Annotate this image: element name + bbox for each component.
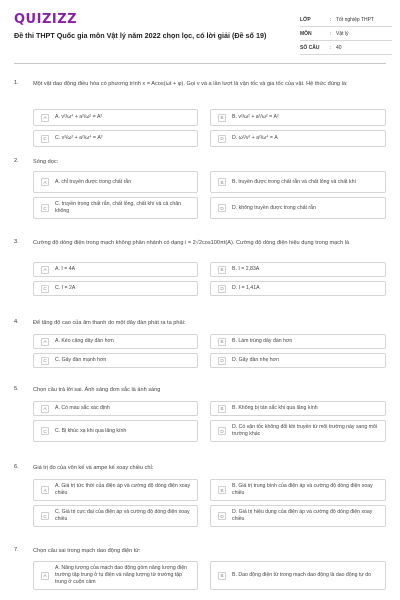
option-text: B. Làm trùng dây đàn hơn bbox=[232, 338, 293, 344]
option-a[interactable] bbox=[33, 401, 198, 416]
option-text: B. Không bị tán sắc khi qua lăng kính bbox=[232, 405, 318, 411]
option-text: C. Bị khúc xạ khi qua lăng kính bbox=[55, 427, 127, 434]
option-c[interactable] bbox=[33, 197, 198, 219]
option-c[interactable] bbox=[33, 281, 198, 296]
question-item bbox=[0, 464, 400, 538]
question-number: 5. bbox=[14, 386, 19, 392]
option-text: D. Gảy đàn nhẹ hơn bbox=[232, 357, 279, 363]
meta-table bbox=[300, 13, 392, 55]
option-a[interactable] bbox=[33, 171, 198, 193]
question-number: 2. bbox=[14, 158, 19, 164]
option-text: D. không truyền được trong chất rắn bbox=[232, 204, 316, 211]
meta-colon: : bbox=[330, 16, 332, 23]
question-text: Sóng dọc: bbox=[33, 159, 59, 165]
question-number: 3. bbox=[14, 239, 19, 245]
option-letter: A bbox=[41, 572, 49, 580]
option-text: A. Giá trị tức thời của điện áp và cường độ dòng điện xoay chiều bbox=[55, 483, 191, 496]
meta-label: SỐ CÂU bbox=[300, 44, 320, 51]
option-a[interactable] bbox=[33, 334, 198, 349]
option-letter: B bbox=[218, 572, 226, 580]
option-c[interactable] bbox=[33, 420, 198, 442]
option-d[interactable] bbox=[210, 130, 386, 147]
option-letter: A bbox=[41, 114, 49, 122]
option-text: A. Kéo căng dây đàn hơn bbox=[55, 338, 114, 344]
option-d[interactable] bbox=[210, 281, 386, 296]
option-c[interactable] bbox=[33, 130, 198, 147]
question-text: Chọn câu trả lời sai. Ánh sáng đơn sắc là ánh sáng bbox=[33, 387, 161, 393]
question-item bbox=[0, 547, 400, 600]
option-b[interactable] bbox=[210, 561, 386, 590]
option-letter: D bbox=[218, 357, 226, 365]
option-text: A. I = 4A bbox=[55, 266, 76, 272]
option-text: C. v²/ω² + a²/ω⁴ = A² bbox=[55, 135, 103, 141]
question-number: 7. bbox=[14, 547, 19, 553]
option-letter: D bbox=[218, 204, 226, 212]
meta-value: 40 bbox=[336, 44, 342, 51]
option-c[interactable] bbox=[33, 353, 198, 368]
question-item bbox=[0, 80, 400, 140]
option-letter: B bbox=[218, 486, 226, 494]
option-d[interactable] bbox=[210, 353, 386, 368]
option-letter: C bbox=[41, 285, 49, 293]
option-b[interactable] bbox=[210, 479, 386, 501]
meta-row-class bbox=[300, 13, 392, 27]
option-text: D. Giá trị hiệu dụng của điện áp và cường độ dòng điện xoay chiều bbox=[232, 509, 373, 522]
option-letter: B bbox=[218, 114, 226, 122]
meta-label: LỚP bbox=[300, 16, 311, 23]
option-letter: D bbox=[218, 427, 226, 435]
option-text: C. Gảy đàn mạnh hơn bbox=[55, 357, 107, 363]
option-letter: C bbox=[41, 135, 49, 143]
question-text: Giá trị đo của vôn kế và ampe kế xoay chiều chỉ: bbox=[33, 465, 154, 471]
option-text: D. I = 1,41A bbox=[232, 285, 260, 291]
option-letter: A bbox=[41, 178, 49, 186]
option-a[interactable] bbox=[33, 479, 198, 501]
option-a[interactable] bbox=[33, 561, 198, 590]
meta-value: Tốt nghiệp THPT bbox=[336, 16, 374, 23]
meta-row-subject bbox=[300, 27, 392, 41]
option-text: D. ω²/v² + a²/ω⁴ = A bbox=[232, 135, 278, 141]
option-letter: A bbox=[41, 266, 49, 274]
quizizz-logo: QUIZIZZ bbox=[14, 12, 78, 27]
question-item bbox=[0, 158, 400, 233]
option-b[interactable] bbox=[210, 334, 386, 349]
option-a[interactable] bbox=[33, 262, 198, 277]
option-text: B. I = 2,83A bbox=[232, 266, 260, 272]
option-d[interactable] bbox=[210, 197, 386, 219]
question-item bbox=[0, 239, 400, 309]
question-text: Một vật dao động điều hòa có phương trình x = Acos(ωt + φ). Gọi v và a lần lượt là vận tốc và gia tốc của vật. Hệ thức đúng là: bbox=[33, 81, 348, 87]
question-text: Để tăng độ cao của âm thanh do một dây đàn phát ra ta phải: bbox=[33, 320, 186, 326]
option-b[interactable] bbox=[210, 171, 386, 193]
meta-colon: : bbox=[330, 44, 332, 51]
header-divider bbox=[14, 63, 386, 64]
worksheet-header bbox=[0, 0, 400, 70]
option-text: B. truyền được trong chất rắn và chất lỏng và chất khí bbox=[232, 178, 356, 185]
option-text: B. Dao động điện từ trong mạch dao động là dao động tự do bbox=[232, 572, 372, 578]
option-d[interactable] bbox=[210, 420, 386, 442]
worksheet-title: Đề thi THPT Quốc gia môn Vật lý năm 2022 chọn lọc, có lời giải (Đề số 19) bbox=[14, 31, 267, 40]
option-letter: C bbox=[41, 204, 49, 212]
option-text: C. I = 2A bbox=[55, 285, 76, 291]
meta-colon: : bbox=[330, 30, 332, 37]
option-d[interactable] bbox=[210, 505, 386, 527]
meta-row-count bbox=[300, 41, 392, 55]
option-b[interactable] bbox=[210, 109, 386, 126]
option-b[interactable] bbox=[210, 401, 386, 416]
option-text: A. Có màu sắc xác định bbox=[55, 405, 110, 411]
option-text: A. v²/ω⁴ + a²/ω² = A² bbox=[55, 114, 103, 120]
option-letter: D bbox=[218, 285, 226, 293]
option-text: A. Năng lượng của mạch dao động gồm năng lượng điện trường tập trung ở tụ điện và năng lượng từ trường tập trung ở cuộn cảm bbox=[55, 565, 187, 585]
option-letter: D bbox=[218, 135, 226, 143]
option-text: C. Giá trị cực đại của điện áp và cường độ dòng điện xoay chiều bbox=[55, 509, 190, 522]
option-letter: A bbox=[41, 486, 49, 494]
option-letter: D bbox=[218, 512, 226, 520]
option-b[interactable] bbox=[210, 262, 386, 277]
option-c[interactable] bbox=[33, 505, 198, 527]
question-number: 1. bbox=[14, 80, 19, 86]
option-letter: B bbox=[218, 405, 226, 413]
option-letter: C bbox=[41, 512, 49, 520]
question-text: Chọn câu sai trong mạch dao động điện từ: bbox=[33, 548, 141, 554]
option-letter: A bbox=[41, 338, 49, 346]
meta-value: Vật lý bbox=[336, 30, 349, 37]
option-letter: A bbox=[41, 405, 49, 413]
question-text: Cường độ dòng điện trong mạch không phân nhánh có dạng i = 2√2cos100πt(A). Cường độ dòng điện hiệu dụng trong mạch là bbox=[33, 240, 350, 246]
option-text: A. chỉ truyền được trong chất rắn bbox=[55, 178, 132, 185]
question-number: 4. bbox=[14, 319, 19, 325]
option-letter: C bbox=[41, 427, 49, 435]
option-letter: B bbox=[218, 266, 226, 274]
question-item bbox=[0, 319, 400, 379]
option-letter: B bbox=[218, 178, 226, 186]
option-letter: C bbox=[41, 357, 49, 365]
option-text: C. truyền trong chất rắn, chất lỏng, chất khí và cả chân không bbox=[55, 201, 182, 214]
meta-label: MÔN bbox=[300, 30, 312, 37]
option-letter: B bbox=[218, 338, 226, 346]
option-text: B. Giá trị trung bình của điện áp và cường độ dòng điện xoay chiều bbox=[232, 483, 373, 496]
option-a[interactable] bbox=[33, 109, 198, 126]
question-number: 6. bbox=[14, 464, 19, 470]
question-item bbox=[0, 386, 400, 458]
option-text: D. Có vận tốc không đổi khi truyền từ môi trường này sang môi trường khác bbox=[232, 424, 378, 437]
option-text: B. v²/ω² + a²/ω² = A² bbox=[232, 114, 279, 120]
